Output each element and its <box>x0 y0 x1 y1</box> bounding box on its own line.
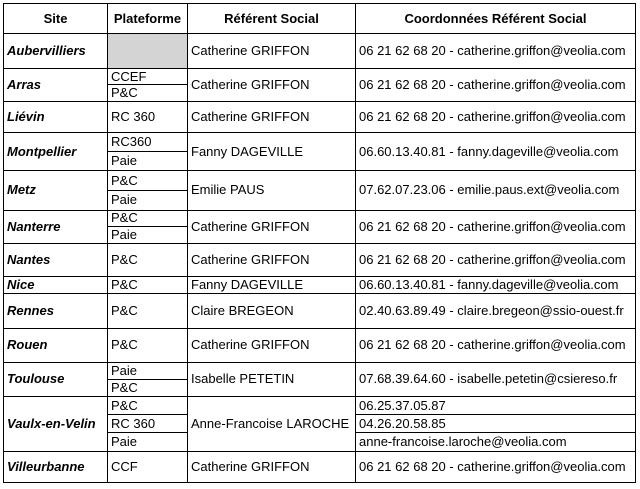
coordonnees-cell: 06 21 62 68 20 - catherine.griffon@veolia.com <box>356 69 636 101</box>
table-row <box>4 451 636 482</box>
plateforme-cell <box>108 132 188 170</box>
site-cell: Rouen <box>4 328 108 362</box>
coordonnees-entry: 06.25.37.05.87 <box>359 397 446 413</box>
table-row <box>4 397 636 451</box>
plateforme-cell <box>108 362 188 396</box>
header-site: Site <box>4 4 108 34</box>
plateforme-entry: P&C <box>111 172 138 188</box>
referent-cell: Fanny DAGEVILLE <box>188 132 356 170</box>
coordonnees-cell: 06 21 62 68 20 - catherine.griffon@veolia.com <box>356 451 636 482</box>
site-cell: Villeurbanne <box>4 451 108 482</box>
coordonnees-cell <box>356 397 636 451</box>
referent-cell: Catherine GRIFFON <box>188 451 356 482</box>
coordonnees-cell: 06.60.13.40.81 - fanny.dageville@veolia.com <box>356 132 636 170</box>
site-cell: Nantes <box>4 243 108 276</box>
coordonnees-cell: 06.60.13.40.81 - fanny.dageville@veolia.com <box>356 277 636 294</box>
plateforme-entry: P&C <box>111 397 138 413</box>
referent-cell: Fanny DAGEVILLE <box>188 277 356 294</box>
site-cell: Vaulx-en-Velin <box>4 397 108 451</box>
coordonnees-cell: 06 21 62 68 20 - catherine.griffon@veolia.com <box>356 101 636 132</box>
referents-table-sheet <box>3 3 635 483</box>
plateforme-entry: Paie <box>108 151 187 170</box>
referent-cell: Catherine GRIFFON <box>188 328 356 362</box>
table-row <box>4 132 636 170</box>
site-cell: Rennes <box>4 294 108 328</box>
referent-cell: Emilie PAUS <box>188 171 356 210</box>
site-cell: Toulouse <box>4 362 108 396</box>
coordonnees-cell: 06 21 62 68 20 - catherine.griffon@veolia.com <box>356 328 636 362</box>
coordonnees-entry: anne-francoise.laroche@veolia.com <box>356 432 635 450</box>
referent-cell: Catherine GRIFFON <box>188 34 356 69</box>
header-row <box>4 4 636 34</box>
plateforme-entry: Paie <box>108 226 187 243</box>
table-row <box>4 328 636 362</box>
plateforme-cell <box>108 210 188 243</box>
referent-cell: Anne-Francoise LAROCHE <box>188 397 356 451</box>
plateforme-entry: RC 360 <box>108 414 187 432</box>
referent-cell: Isabelle PETETIN <box>188 362 356 396</box>
site-cell: Nanterre <box>4 210 108 243</box>
referents-table <box>3 3 636 483</box>
plateforme-cell <box>108 171 188 210</box>
coordonnees-cell: 07.68.39.64.60 - isabelle.petetin@csiereso.fr <box>356 362 636 396</box>
coordonnees-cell: 07.62.07.23.06 - emilie.paus.ext@veolia.com <box>356 171 636 210</box>
referent-cell: Catherine GRIFFON <box>188 101 356 132</box>
table-row <box>4 362 636 396</box>
coordonnees-cell: 06 21 62 68 20 - catherine.griffon@veolia.com <box>356 243 636 276</box>
plateforme-entry: P&C <box>108 379 187 396</box>
site-cell: Nice <box>4 277 108 294</box>
coordonnees-cell: 06 21 62 68 20 - catherine.griffon@veolia.com <box>356 34 636 69</box>
plateforme-cell <box>108 34 188 69</box>
site-cell: Arras <box>4 69 108 101</box>
table-row <box>4 277 636 294</box>
site-cell: Montpellier <box>4 132 108 170</box>
coordonnees-cell: 02.40.63.89.49 - claire.bregeon@ssio-ouest.fr <box>356 294 636 328</box>
header-plateforme: Plateforme <box>108 4 188 34</box>
plateforme-cell: RC 360 <box>108 101 188 132</box>
plateforme-entry: RC360 <box>111 133 152 149</box>
table-row <box>4 101 636 132</box>
site-cell: Aubervilliers <box>4 34 108 69</box>
table-row <box>4 294 636 328</box>
referent-cell: Catherine GRIFFON <box>188 69 356 101</box>
table-row <box>4 243 636 276</box>
table-row <box>4 69 636 101</box>
referent-cell: Claire BREGEON <box>188 294 356 328</box>
plateforme-cell: P&C <box>108 243 188 276</box>
site-cell: Liévin <box>4 101 108 132</box>
header-coordonnees: Coordonnées Référent Social <box>356 4 636 34</box>
table-body <box>4 34 636 483</box>
plateforme-cell: P&C <box>108 294 188 328</box>
site-cell: Metz <box>4 171 108 210</box>
plateforme-cell: P&C <box>108 328 188 362</box>
table-row <box>4 210 636 243</box>
header-referent: Référent Social <box>188 4 356 34</box>
plateforme-cell <box>108 69 188 101</box>
plateforme-entry: Paie <box>108 432 187 450</box>
referent-cell: Catherine GRIFFON <box>188 243 356 276</box>
plateforme-entry: P&C <box>108 84 187 100</box>
table-row <box>4 34 636 69</box>
coordonnees-cell: 06 21 62 68 20 - catherine.griffon@veolia.com <box>356 210 636 243</box>
plateforme-entry: Paie <box>111 362 138 378</box>
plateforme-entry: CCEF <box>111 68 147 84</box>
plateforme-cell <box>108 397 188 451</box>
plateforme-cell: CCF <box>108 451 188 482</box>
plateforme-entry: P&C <box>111 210 138 226</box>
coordonnees-entry: 04.26.20.58.85 <box>356 414 635 432</box>
plateforme-entry: Paie <box>108 190 187 210</box>
table-row <box>4 171 636 210</box>
referent-cell: Catherine GRIFFON <box>188 210 356 243</box>
plateforme-cell: P&C <box>108 277 188 294</box>
